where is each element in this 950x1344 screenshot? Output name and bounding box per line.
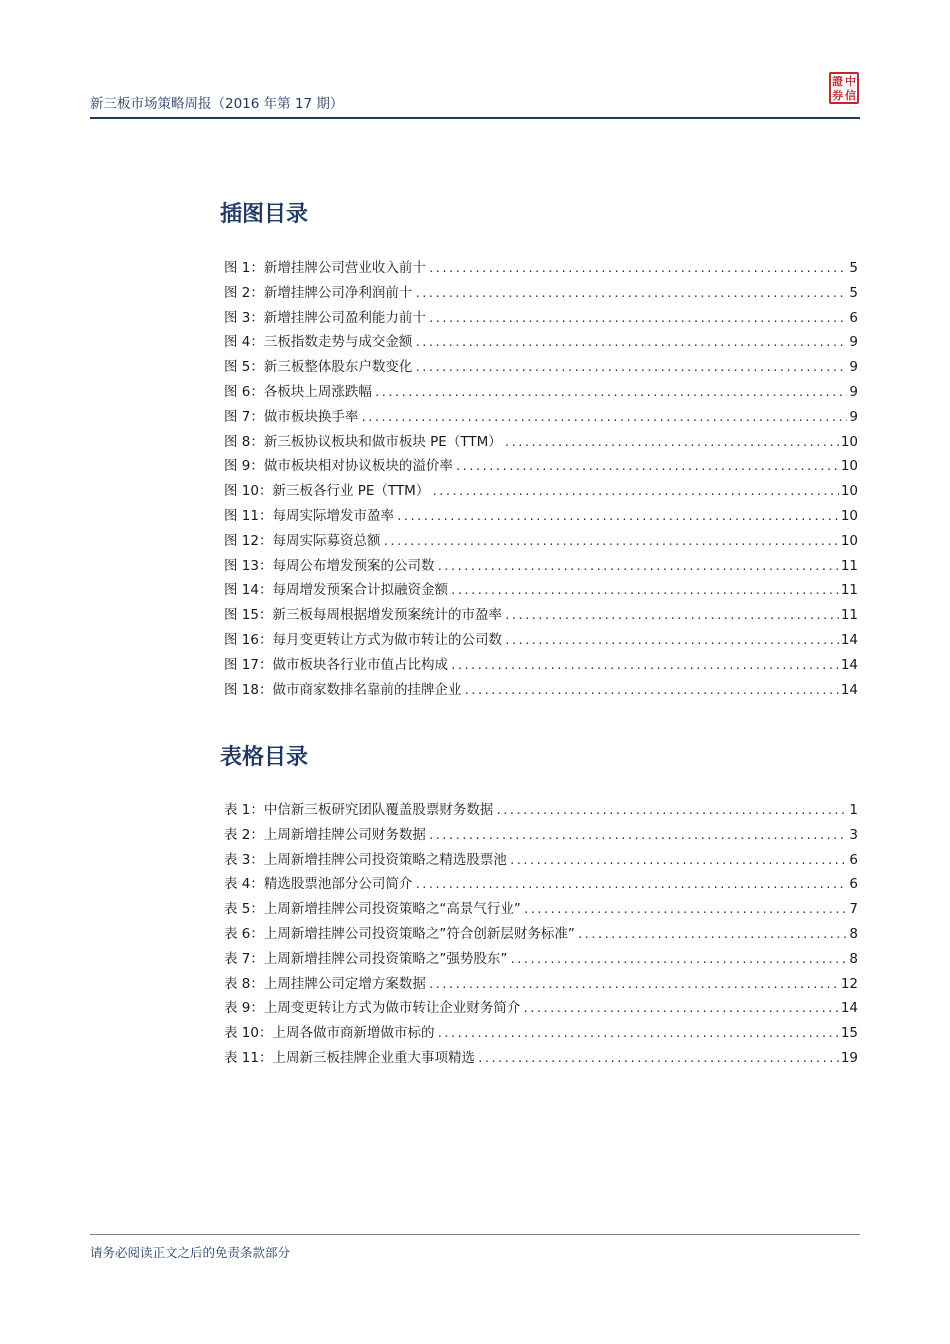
table-toc-entry[interactable] bbox=[224, 996, 858, 1021]
table-toc-entry-page[interactable]: 6 bbox=[849, 851, 858, 868]
table-toc-entry-label[interactable]: 表 10：上周各做市商新增做市标的 bbox=[224, 1025, 435, 1042]
dot-leader bbox=[428, 829, 848, 842]
table-toc-entry-label[interactable]: 表 11：上周新三板挂牌企业重大事项精选 bbox=[224, 1049, 475, 1066]
table-toc-entry[interactable] bbox=[224, 947, 858, 972]
figure-toc-entry-label[interactable]: 图 2：新增挂牌公司净利润前十 bbox=[224, 284, 413, 301]
dot-leader bbox=[414, 361, 847, 374]
table-toc-entry[interactable] bbox=[224, 972, 858, 997]
dot-leader bbox=[414, 287, 847, 300]
dot-leader bbox=[522, 1002, 838, 1015]
table-toc-entry-page[interactable]: 3 bbox=[849, 826, 858, 843]
figure-toc-entry-label[interactable]: 图 10：新三板各行业 PE（TTM） bbox=[224, 483, 430, 500]
dot-leader bbox=[436, 1027, 838, 1040]
figure-toc-entry-label[interactable]: 图 17：做市板块各行业市值占比构成 bbox=[224, 656, 448, 673]
dot-leader bbox=[477, 1052, 839, 1065]
report-title: 新三板市场策略周报（2016 年第 17 期） bbox=[90, 96, 344, 112]
figure-toc-entry[interactable] bbox=[224, 405, 858, 430]
table-toc-entry-page[interactable]: 1 bbox=[849, 802, 858, 818]
figure-toc-entry-page[interactable]: 5 bbox=[849, 260, 858, 276]
table-toc-entry-label[interactable]: 表 4：精选股票池部分公司简介 bbox=[224, 876, 413, 893]
dot-leader bbox=[450, 659, 839, 672]
figure-toc-entry-label[interactable]: 图 1：新增挂牌公司营业收入前十 bbox=[224, 260, 426, 276]
figure-toc-entry-label[interactable]: 图 8：新三板协议板块和做市板块 PE（TTM） bbox=[224, 433, 502, 450]
dot-leader bbox=[450, 584, 839, 597]
logo-char: 證 bbox=[832, 74, 843, 88]
table-toc-entry[interactable] bbox=[224, 823, 858, 848]
logo-char: 券 bbox=[832, 88, 843, 102]
table-toc-entry-label[interactable]: 表 9：上周变更转让方式为做市转让企业财务简介 bbox=[224, 1000, 521, 1017]
table-toc-entry-label[interactable]: 表 1：中信新三板研究团队覆盖股票财务数据 bbox=[224, 802, 494, 818]
dot-leader bbox=[428, 978, 839, 991]
figure-toc-entry-label[interactable]: 图 13：每周公布增发预案的公司数 bbox=[224, 557, 435, 574]
figure-toc-entry-label[interactable]: 图 5：新三板整体股东户数变化 bbox=[224, 359, 413, 376]
dot-leader bbox=[414, 878, 847, 891]
figure-toc-entry[interactable] bbox=[224, 306, 858, 331]
figure-toc-entry[interactable] bbox=[224, 578, 858, 603]
figure-toc-list bbox=[224, 256, 858, 702]
dot-leader bbox=[504, 609, 839, 622]
table-toc-entry[interactable] bbox=[224, 1046, 858, 1071]
figure-toc-entry[interactable] bbox=[224, 678, 858, 703]
footer-disclaimer: 请务必阅读正文之后的免责条款部分 bbox=[90, 1245, 291, 1260]
figure-toc-entry-page[interactable]: 9 bbox=[849, 334, 858, 351]
figure-toc-entry-page[interactable]: 10 bbox=[840, 433, 858, 450]
figure-toc-entry[interactable] bbox=[224, 281, 858, 306]
figure-toc-entry[interactable] bbox=[224, 355, 858, 380]
figure-toc-entry[interactable] bbox=[224, 603, 858, 628]
figure-toc-entry-label[interactable]: 图 6：各板块上周涨跌幅 bbox=[224, 383, 372, 400]
figure-toc-entry[interactable] bbox=[224, 454, 858, 479]
figure-toc-entry[interactable] bbox=[224, 479, 858, 504]
table-toc-heading: 表格目录 bbox=[220, 745, 309, 770]
dot-leader bbox=[428, 312, 848, 325]
figure-toc-entry[interactable] bbox=[224, 653, 858, 678]
dot-leader bbox=[414, 336, 847, 349]
table-toc-entry-page[interactable]: 8 bbox=[849, 950, 858, 967]
table-toc-entry-page[interactable]: 6 bbox=[849, 876, 858, 893]
figure-toc-entry-page[interactable]: 9 bbox=[849, 359, 858, 376]
figure-toc-entry-label[interactable]: 图 4：三板指数走势与成交金额 bbox=[224, 334, 413, 351]
footer-divider bbox=[90, 1234, 860, 1235]
table-toc-entry-label[interactable]: 表 8：上周挂牌公司定增方案数据 bbox=[224, 975, 426, 992]
figure-toc-entry-page[interactable]: 11 bbox=[840, 582, 858, 599]
dot-leader bbox=[504, 436, 839, 449]
dot-leader bbox=[360, 411, 847, 424]
figure-toc-entry[interactable] bbox=[224, 554, 858, 579]
figure-toc-entry[interactable] bbox=[224, 504, 858, 529]
table-toc-entry-label[interactable]: 表 5：上周新增挂牌公司投资策略之“高景气行业” bbox=[224, 901, 521, 918]
table-toc-entry[interactable] bbox=[224, 897, 858, 922]
dot-leader bbox=[431, 485, 838, 498]
table-toc-entry[interactable] bbox=[224, 872, 858, 897]
table-toc-entry[interactable] bbox=[224, 848, 858, 873]
figure-toc-entry-page[interactable]: 9 bbox=[849, 383, 858, 400]
figure-toc-entry-page[interactable]: 14 bbox=[840, 631, 858, 648]
dot-leader bbox=[428, 262, 848, 275]
table-toc-entry[interactable] bbox=[224, 922, 858, 947]
figure-toc-entry-label[interactable]: 图 7：做市板块换手率 bbox=[224, 408, 359, 425]
logo-char: 中 bbox=[845, 74, 856, 88]
figure-toc-heading: 插图目录 bbox=[220, 202, 309, 227]
table-toc-entry-page[interactable]: 12 bbox=[840, 975, 858, 992]
figure-toc-entry-page[interactable]: 10 bbox=[840, 483, 858, 500]
figure-toc-entry-label[interactable]: 图 14：每周增发预案合计拟融资金额 bbox=[224, 582, 448, 599]
dot-leader bbox=[455, 460, 839, 473]
dot-leader bbox=[495, 804, 847, 817]
dot-leader bbox=[396, 510, 839, 523]
figure-toc-entry-page[interactable]: 11 bbox=[840, 607, 858, 624]
table-toc-entry-page[interactable]: 7 bbox=[849, 901, 858, 918]
table-toc-entry-page[interactable]: 15 bbox=[840, 1025, 858, 1042]
figure-toc-entry-page[interactable]: 9 bbox=[849, 408, 858, 425]
figure-toc-entry-label[interactable]: 图 16：每月变更转让方式为做市转让的公司数 bbox=[224, 631, 502, 648]
table-toc-list bbox=[224, 798, 858, 1071]
figure-toc-entry-page[interactable]: 5 bbox=[849, 284, 858, 301]
figure-toc-entry-page[interactable]: 10 bbox=[840, 532, 858, 549]
figure-toc-entry[interactable] bbox=[224, 529, 858, 554]
figure-toc-entry-label[interactable]: 图 11：每周实际增发市盈率 bbox=[224, 507, 394, 524]
figure-toc-entry-page[interactable]: 14 bbox=[840, 681, 858, 698]
dot-leader bbox=[436, 560, 838, 573]
figure-toc-entry-page[interactable]: 11 bbox=[840, 557, 858, 574]
dot-leader bbox=[463, 684, 838, 697]
table-toc-entry-label[interactable]: 表 2：上周新增挂牌公司财务数据 bbox=[224, 826, 426, 843]
table-toc-entry-page[interactable]: 19 bbox=[840, 1049, 858, 1066]
dot-leader bbox=[504, 634, 839, 647]
table-toc-entry-label[interactable]: 表 7：上周新增挂牌公司投资策略之”强势股东” bbox=[224, 950, 508, 967]
dot-leader bbox=[577, 928, 848, 941]
table-toc-entry-label[interactable]: 表 6：上周新增挂牌公司投资策略之”符合创新层财务标准” bbox=[224, 925, 575, 942]
figure-toc-entry-page[interactable]: 10 bbox=[840, 507, 858, 524]
figure-toc-entry[interactable] bbox=[224, 256, 858, 281]
figure-toc-entry[interactable] bbox=[224, 628, 858, 653]
dot-leader bbox=[523, 903, 848, 916]
figure-toc-entry-label[interactable]: 图 15：新三板每周根据增发预案统计的市盈率 bbox=[224, 607, 502, 624]
table-toc-entry[interactable] bbox=[224, 798, 858, 823]
logo-char: 信 bbox=[845, 88, 856, 102]
dot-leader bbox=[509, 953, 847, 966]
dot-leader bbox=[509, 854, 848, 867]
table-toc-entry-page[interactable]: 8 bbox=[849, 925, 858, 942]
table-toc-entry-label[interactable]: 表 3：上周新增挂牌公司投资策略之精选股票池 bbox=[224, 851, 507, 868]
dot-leader bbox=[382, 535, 838, 548]
figure-toc-entry[interactable] bbox=[224, 330, 858, 355]
figure-toc-entry-label[interactable]: 图 3：新增挂牌公司盈利能力前十 bbox=[224, 309, 426, 326]
figure-toc-entry-page[interactable]: 10 bbox=[840, 458, 858, 475]
citic-securities-logo bbox=[829, 72, 859, 104]
figure-toc-entry[interactable] bbox=[224, 380, 858, 405]
figure-toc-entry-label[interactable]: 图 18：做市商家数排名靠前的挂牌企业 bbox=[224, 681, 462, 698]
figure-toc-entry-label[interactable]: 图 12：每周实际募资总额 bbox=[224, 532, 381, 549]
figure-toc-entry-page[interactable]: 6 bbox=[849, 309, 858, 326]
dot-leader bbox=[374, 386, 848, 399]
figure-toc-entry-label[interactable]: 图 9：做市板块相对协议板块的溢价率 bbox=[224, 458, 453, 475]
figure-toc-entry[interactable] bbox=[224, 430, 858, 455]
figure-toc-entry-page[interactable]: 14 bbox=[840, 656, 858, 673]
table-toc-entry-page[interactable]: 14 bbox=[840, 1000, 858, 1017]
table-toc-entry[interactable] bbox=[224, 1021, 858, 1046]
header-divider bbox=[90, 117, 860, 119]
